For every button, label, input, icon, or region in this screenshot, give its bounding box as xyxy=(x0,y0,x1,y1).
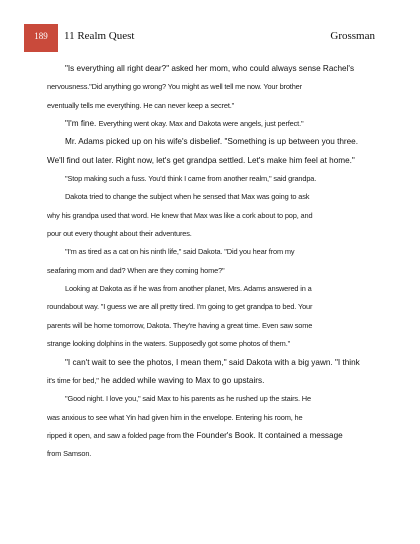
text-run: strange looking dolphins in the waters. Supposedly got some photos of them." xyxy=(47,339,291,349)
text-run: he added while waving to Max to go upstairs. xyxy=(98,375,265,385)
author-name: Grossman xyxy=(330,30,375,42)
text-line xyxy=(47,131,377,149)
text-run: Everything went okay. Max and Dakota were angels, just perfect." xyxy=(98,119,304,129)
text-run: Mr. Adams picked up on his wife's disbelief. "Something is up between you three. xyxy=(65,137,359,147)
text-line xyxy=(47,205,377,223)
text-line xyxy=(47,370,377,388)
text-line xyxy=(47,186,377,204)
text-run: "I'm fine. xyxy=(65,119,99,129)
text-line xyxy=(47,278,377,296)
text-line xyxy=(47,333,377,351)
text-run: "Good night. I love you," said Max to his parents as he rushed up the stairs. He xyxy=(65,394,311,404)
text-run: nervousness."Did anything go wrong? You might as well tell me now. Your brother xyxy=(47,82,302,92)
text-run: the Founder's Book. It contained a message xyxy=(182,430,343,440)
text-run: "I can't wait to see the photos, I mean them," said Dakota with a big yawn. "I think xyxy=(65,357,360,367)
text-run: ripped it open, and saw a folded page from xyxy=(47,430,183,440)
text-run: roundabout way. "I guess we are all pretty tired. I'm going to get grandpa to bed. Your xyxy=(47,302,313,312)
text-line xyxy=(47,352,377,370)
page-number: 189 xyxy=(34,31,48,41)
text-run: Looking at Dakota as if he was from another planet, Mrs. Adams answered in a xyxy=(65,284,312,294)
text-run: We'll find out later. Right now, let's get grandpa settled. Let's make him feel at home." xyxy=(47,155,355,165)
text-line xyxy=(47,76,377,94)
body-text xyxy=(47,58,377,462)
text-line xyxy=(47,425,377,443)
text-line xyxy=(47,113,377,131)
text-run: pour out every thought about their adventures. xyxy=(47,229,192,239)
text-line xyxy=(47,58,377,76)
text-run: eventually tells me everything. He can never keep a secret." xyxy=(47,100,235,110)
text-run: "Is everything all right dear?" asked her mom, who could always sense Rachel's xyxy=(65,64,355,73)
text-line xyxy=(47,95,377,113)
text-line xyxy=(47,407,377,425)
text-run: was anxious to see what Yin had given him in the envelope. Entering his room, he xyxy=(47,412,303,422)
text-line xyxy=(47,241,377,259)
book-title: 11 Realm Quest xyxy=(64,30,135,42)
text-line xyxy=(47,315,377,333)
text-line xyxy=(47,296,377,314)
text-run: from Samson. xyxy=(47,449,92,459)
text-line xyxy=(47,443,377,461)
text-run: "I'm as tired as a cat on his ninth life," said Dakota. "Did you hear from my xyxy=(65,247,295,257)
text-line xyxy=(47,260,377,278)
text-run: parents will be home tomorrow, Dakota. They're having a great time. Even saw some xyxy=(47,320,313,330)
text-run: it's time for bed," xyxy=(47,375,99,385)
text-line xyxy=(47,150,377,168)
text-run: seafaring mom and dad? When are they coming home?" xyxy=(47,265,225,275)
text-line xyxy=(47,388,377,406)
text-run: Dakota tried to change the subject when he sensed that Max was going to ask xyxy=(65,192,310,202)
text-run: "Stop making such a fuss. You'd think I came from another realm," said grandpa. xyxy=(65,174,317,184)
text-line xyxy=(47,168,377,186)
text-line xyxy=(47,223,377,241)
text-run: why his grandpa used that word. He knew that Max was like a cork about to pop, and xyxy=(47,210,313,220)
